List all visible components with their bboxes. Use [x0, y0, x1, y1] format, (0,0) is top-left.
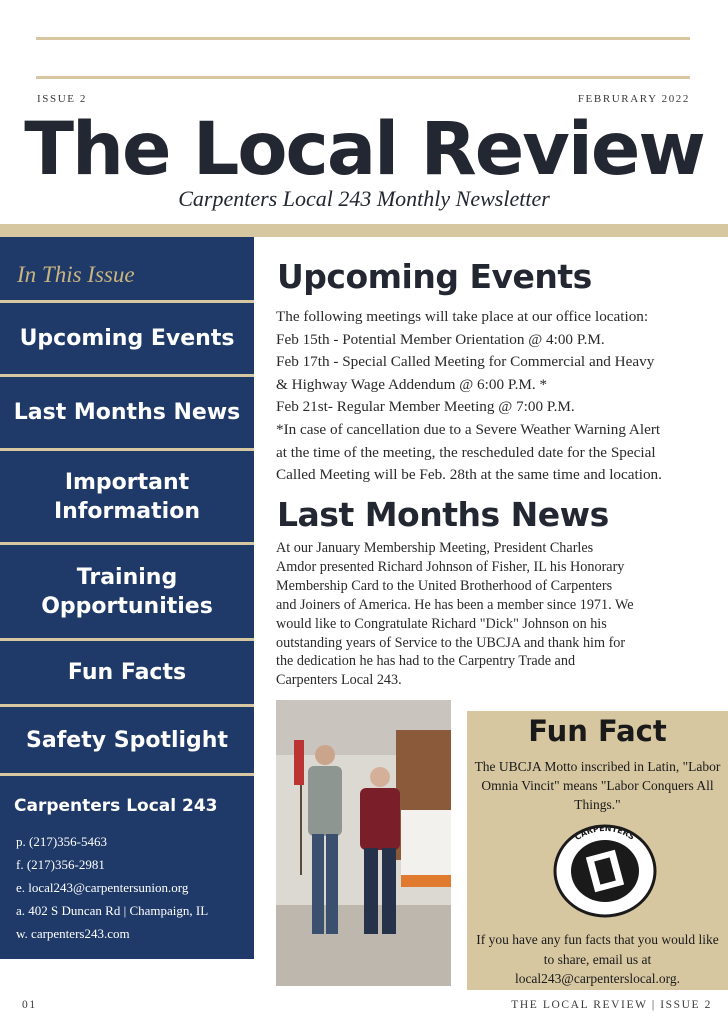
ubcja-seal	[550, 823, 660, 918]
newsletter-title: The Local Review	[24, 107, 704, 192]
news-heading: Last Months News	[277, 495, 609, 534]
page-number: 01	[22, 999, 37, 1011]
events-line: & Highway Wage Addendum @ 6:00 P.M. *	[276, 375, 548, 393]
fun-fact-heading: Fun Fact	[528, 714, 667, 748]
fun-fact-cta: If you have any fun facts that you would like to share, email us at local243@carpenterslocal.org.	[476, 932, 719, 986]
sidebar-item-label-2: Information	[54, 498, 200, 524]
contact-website[interactable]: w. carpenters243.com	[16, 926, 130, 941]
sidebar-item-label: Last Months News	[13, 400, 241, 425]
top-rule-1	[36, 37, 690, 40]
sidebar-item-fun-facts[interactable]	[0, 641, 254, 704]
news-line: Membership Card to the United Brotherhood of Carpenters	[276, 577, 613, 594]
news-line: would like to Congratulate Richard "Dick" Johnson on his	[276, 615, 607, 632]
news-line: At our January Membership Meeting, President Charles	[276, 540, 594, 556]
contact-phone: p. (217)356-5463	[16, 834, 107, 849]
news-body	[276, 539, 716, 690]
contact-address: a. 402 S Duncan Rd | Champaign, IL	[16, 903, 209, 918]
sidebar-item-label-2: Opportunities	[41, 593, 213, 619]
sidebar-item-important-information[interactable]	[0, 451, 254, 542]
sidebar-item-label: Fun Facts	[67, 660, 187, 685]
events-line: at the time of the meeting, the rescheduled date for the Special	[276, 443, 656, 461]
events-line: The following meetings will take place at our office location:	[276, 308, 649, 325]
sidebar-item-safety-spotlight[interactable]	[0, 707, 254, 773]
header-band	[0, 224, 728, 237]
top-rule-2	[36, 76, 690, 79]
sidebar-item-last-months-news[interactable]	[0, 377, 254, 448]
events-line: Feb 17th - Special Called Meeting for Commercial and Heavy	[276, 353, 655, 371]
ubcja-seal-icon	[550, 823, 660, 918]
issue-label: ISSUE 2	[37, 93, 88, 105]
events-line: Feb 21st- Regular Member Meeting @ 7:00 P.M.	[276, 398, 575, 416]
newsletter-subtitle: Carpenters Local 243 Monthly Newsletter	[178, 186, 550, 211]
sidebar-item-label: Upcoming Events	[19, 326, 235, 351]
events-body	[276, 306, 716, 487]
footer-label: THE LOCAL REVIEW | ISSUE 2	[511, 999, 712, 1011]
contact-title: Carpenters Local 243	[14, 796, 218, 816]
events-heading: Upcoming Events	[277, 257, 592, 296]
news-line: and Joiners of America. He has been a member since 1971. We	[276, 596, 634, 613]
sidebar-item-label: Important	[64, 469, 190, 495]
events-line: Called Meeting will be Feb. 28th at the same time and location.	[276, 466, 662, 484]
sidebar-item-label: Training	[76, 564, 178, 590]
sidebar-heading: In This Issue	[17, 262, 135, 287]
sidebar-item-label: Safety Spotlight	[26, 727, 228, 753]
sidebar-item-upcoming-events[interactable]	[0, 303, 254, 374]
news-line: outstanding years of Service to the UBCJA and thank him for	[276, 634, 626, 651]
news-line: the dedication he has had to the Carpentry Trade and	[276, 653, 576, 670]
contact-fax: f. (217)356-2981	[16, 857, 105, 872]
issue-date: FEBRURARY 2022	[577, 93, 690, 105]
fun-fact-text: The UBCJA Motto inscribed in Latin, "Labor Omnia Vincit" means "Labor Conquers All Things."	[474, 759, 721, 812]
award-photo-illustration	[276, 700, 451, 986]
events-line: *In case of cancellation due to a Severe Weather Warning Alert	[276, 420, 661, 438]
sidebar-item-training-opportunities[interactable]	[0, 545, 254, 638]
sidebar-divider	[0, 773, 254, 776]
award-photo	[276, 700, 451, 986]
seal-text: CARPENTERS	[573, 823, 637, 843]
contact-email[interactable]: e. local243@carpentersunion.org	[16, 880, 189, 895]
news-line: Amdor presented Richard Johnson of Fisher, IL his Honorary	[276, 558, 625, 575]
news-line: Carpenters Local 243.	[276, 672, 402, 689]
events-line: Feb 15th - Potential Member Orientation @ 4:00 P.M.	[276, 330, 605, 348]
